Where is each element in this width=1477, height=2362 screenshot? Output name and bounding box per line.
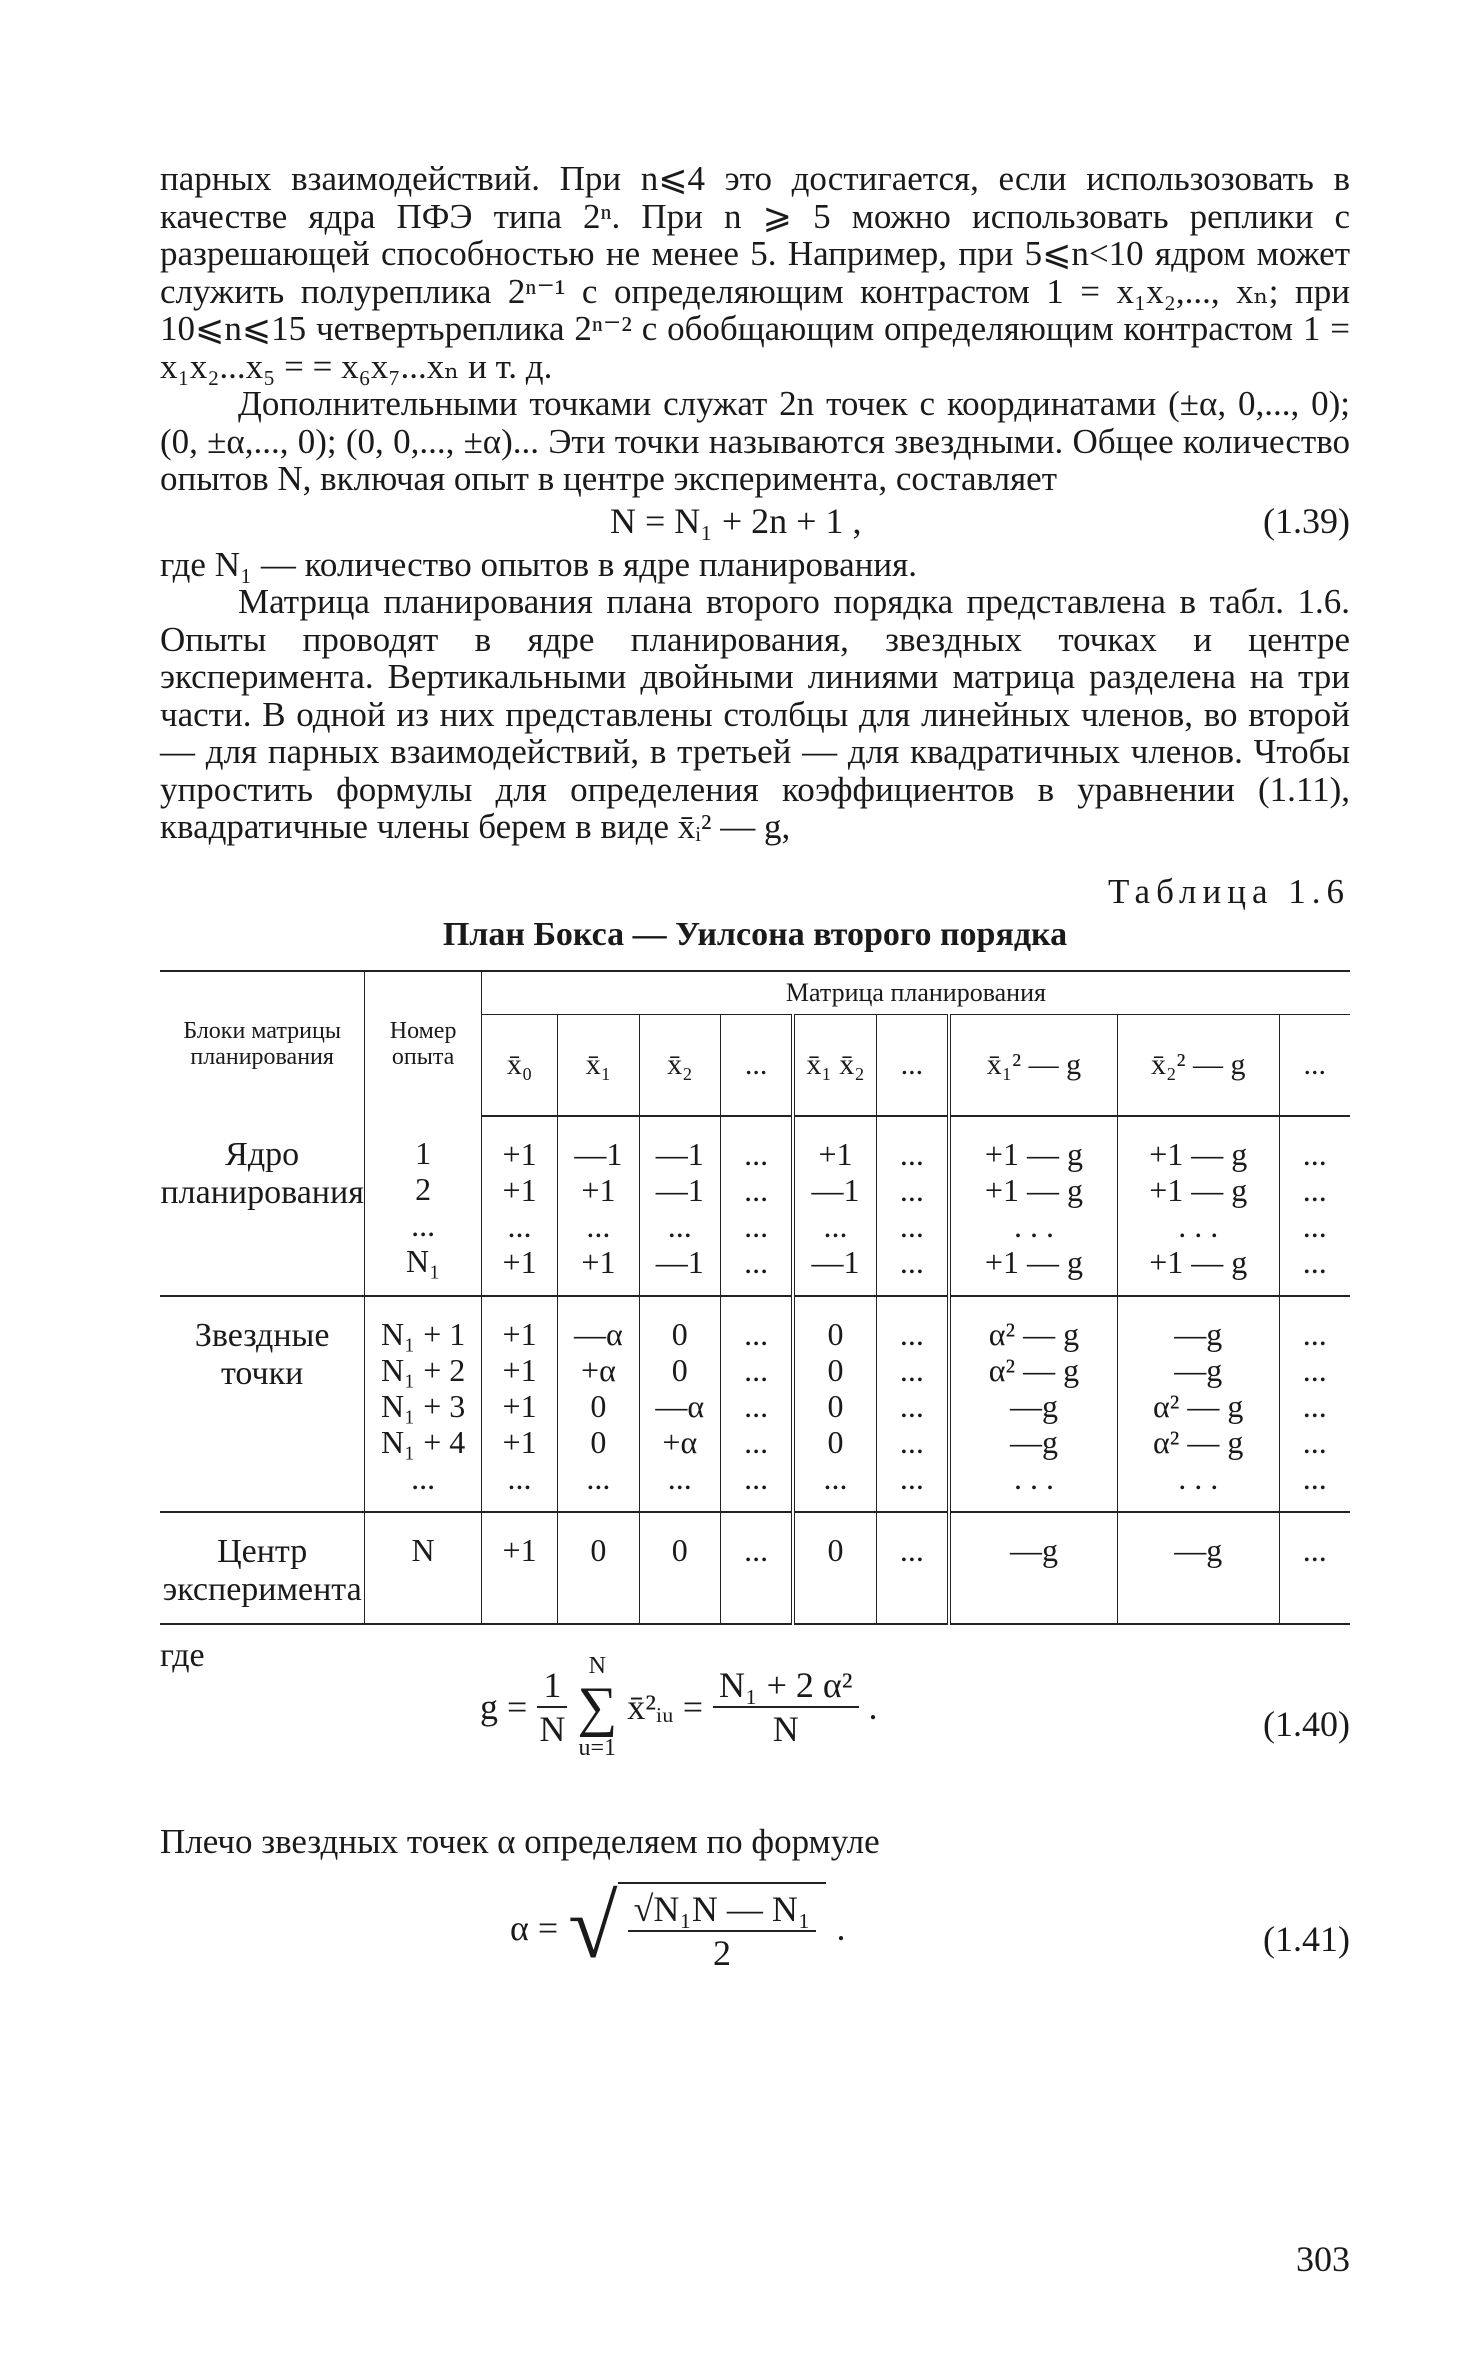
column-header: x̄₁ [558, 1014, 639, 1116]
matrix-column [949, 1296, 1117, 1512]
table-cell: +1 [502, 1135, 537, 1172]
equation-1-39-body: N = N₁ + 2n + 1 , [610, 500, 862, 541]
matrix-column [1279, 1296, 1350, 1512]
run-number: N₁ + 2 [380, 1351, 466, 1388]
table-cell: ... [899, 1387, 924, 1424]
table-cell: 0 [827, 1423, 844, 1460]
fraction-numerator: N₁ + 2 α² [713, 1664, 859, 1708]
table-row-group [160, 1116, 1350, 1296]
matrix-column [876, 1296, 949, 1512]
table-cell: ... [744, 1531, 769, 1568]
table-cell: ... [1302, 1351, 1327, 1388]
matrix-column [793, 1296, 876, 1512]
table-cell: —1 [655, 1135, 704, 1172]
run-numbers [365, 1512, 482, 1624]
table-cell: —α [574, 1315, 623, 1352]
column-header: x̄₂ [639, 1014, 720, 1116]
table-cell: —g [1009, 1423, 1058, 1460]
run-numbers [365, 1296, 482, 1512]
table-cell: —1 [811, 1171, 860, 1208]
header-matrix: Матрица планирования [481, 971, 1350, 1015]
matrix-column [558, 1512, 639, 1624]
run-number: N₁ [405, 1242, 441, 1279]
radicand-fraction [628, 1888, 817, 1974]
run-number: N₁ + 1 [380, 1315, 466, 1352]
table-cell: +1 — g [1149, 1243, 1248, 1280]
table-cell: ... [586, 1459, 611, 1496]
table-cell: —1 [811, 1243, 860, 1280]
matrix-column [949, 1512, 1117, 1624]
header-run-number: Номер опыта [365, 971, 482, 1116]
table-header-row-1 [160, 971, 1350, 1015]
table-cell: +1 [818, 1135, 853, 1172]
page-number: 303 [1296, 2239, 1350, 2279]
table-cell: ... [899, 1423, 924, 1460]
matrix-column [481, 1512, 557, 1624]
table-cell: ... [667, 1207, 692, 1244]
table-cell: ... [744, 1387, 769, 1424]
table-cell: ... [899, 1243, 924, 1280]
paragraph-3: где N₁ — количество опытов в ядре планирования. [160, 544, 917, 584]
equation-1-40-number: (1.40) [1263, 1703, 1350, 1744]
matrix-column [876, 1116, 949, 1296]
matrix-column [793, 1512, 876, 1624]
column-header: x̄₂² — g [1117, 1014, 1279, 1116]
table-cell: —α [655, 1387, 705, 1424]
block-label: Звездные точки [160, 1296, 365, 1512]
table-cell: +1 [581, 1243, 616, 1280]
table-cell: ... [1302, 1135, 1327, 1172]
table-cell: ... [744, 1423, 769, 1460]
matrix-column [481, 1296, 557, 1512]
matrix-column [1279, 1512, 1350, 1624]
table-cell: ... [1302, 1423, 1327, 1460]
matrix-column [639, 1116, 720, 1296]
table-cell: 0 [590, 1387, 607, 1424]
fraction-numerator: √N₁N — N₁ [628, 1888, 817, 1932]
summation [577, 1653, 617, 1761]
table-cell: ... [744, 1351, 769, 1388]
run-number: 1 [415, 1134, 432, 1171]
table-cell: ... [744, 1243, 769, 1280]
table-cell: ... [507, 1459, 532, 1496]
column-header: x̄₀ [481, 1014, 557, 1116]
table-cell: ... [744, 1459, 769, 1496]
table-cell: —g [1174, 1531, 1223, 1568]
run-number: 2 [415, 1170, 432, 1207]
paragraph-5: Плечо звездных точек α определяем по формуле [160, 1821, 880, 1861]
sum-upper-limit: N [588, 1652, 606, 1679]
table-cell: . . . [1178, 1207, 1219, 1244]
table-cell: ... [507, 1207, 532, 1244]
table-cell: α² — g [1153, 1387, 1244, 1424]
column-header: ... [876, 1014, 949, 1116]
fraction-denominator: 2 [713, 1933, 731, 1973]
table-cell: α² — g [988, 1315, 1080, 1352]
column-header: x̄₁² — g [949, 1014, 1117, 1116]
table-title: План Бокса — Уилсона второго порядка [442, 915, 1068, 953]
table-cell: ... [586, 1207, 611, 1244]
table-cell: ... [823, 1459, 848, 1496]
equation-1-40-body [480, 1653, 878, 1761]
table-cell: +1 [502, 1243, 537, 1280]
table-cell: ... [1302, 1531, 1327, 1568]
matrix-column [720, 1512, 793, 1624]
table-cell: 0 [827, 1387, 844, 1424]
table-cell: ... [899, 1135, 924, 1172]
equation-1-39 [160, 498, 1350, 546]
table-cell: —g [1009, 1387, 1058, 1424]
block-label: Ядро планирования [160, 1116, 365, 1296]
equation-1-41 [160, 1868, 1350, 2008]
run-number: N₁ + 3 [380, 1387, 466, 1424]
table-cell: +1 [502, 1315, 537, 1352]
table-cell: +1 — g [984, 1135, 1083, 1172]
matrix-column [481, 1116, 557, 1296]
alpha-lhs: α = [510, 1908, 559, 1948]
page-body [160, 159, 1350, 2279]
fraction-1-over-n [537, 1664, 567, 1750]
equation-end: . [868, 1686, 878, 1727]
matrix-column [720, 1116, 793, 1296]
matrix-column [1117, 1116, 1279, 1296]
table-cell: +1 [502, 1351, 537, 1388]
table-cell: . . . [1013, 1459, 1054, 1496]
table-cell: +1 [502, 1387, 537, 1424]
square-root [568, 1878, 826, 1977]
matrix-column [720, 1296, 793, 1512]
table-cell: ... [1302, 1207, 1327, 1244]
fraction-numerator: 1 [537, 1664, 567, 1708]
equation-1-39-number: (1.39) [1263, 500, 1350, 541]
table-cell: +α [662, 1423, 698, 1460]
table-cell: . . . [1178, 1459, 1219, 1496]
table-cell: ... [899, 1351, 924, 1388]
g-lhs: g = [480, 1686, 528, 1727]
table-cell: ... [1302, 1315, 1327, 1352]
matrix-column [639, 1512, 720, 1624]
table-cell: —g [1174, 1351, 1223, 1388]
table-cell: ... [1302, 1243, 1327, 1280]
fraction-denominator: N [772, 1708, 799, 1749]
table-cell: 0 [590, 1423, 607, 1460]
table-cell: 0 [827, 1531, 844, 1568]
table-cell: +1 [502, 1531, 537, 1568]
table-cell: +1 [502, 1423, 537, 1460]
table-cell: ... [744, 1315, 769, 1352]
table-cell: 0 [827, 1315, 844, 1352]
paragraph-1: парных взаимодействий. При n⩽4 это достигается, если использозовать в качестве ядра ПФЭ типа 2ⁿ. При n ⩾ 5 можно использовать реплики с разрешающей способностью не менее 5. Например, при 5⩽n<10 ядром может служить полуреплика 2ⁿ⁻¹ с определяющим контрастом 1 = x₁x₂,..., xₙ; при 10⩽n⩽15 четвертьреплика 2ⁿ⁻² с обобщающим определяющим контрастом 1 = x₁x₂...x₅ = = x₆x₇...xₙ и т. д. [160, 159, 1350, 386]
sum-lower-limit: u=1 [578, 1734, 617, 1761]
table-cell: α² — g [988, 1351, 1080, 1388]
radical-sign: √ [568, 1878, 618, 1977]
table-cell: 0 [671, 1531, 688, 1568]
table-cell: ... [899, 1531, 924, 1568]
paragraph-4: Матрица планирования плана второго порядка представлена в табл. 1.6. Опыты проводят в ядре планирования, звездных точках и центре эксперимента. Вертикальными двойными линиями матрица разделена на три части. В одной из них представлены столбцы для линейных членов, во второй — для парных взаимодействий, в третьей — для квадратичных членов. Чтобы упростить формулы для определения коэффициентов в уравнении (1.11), квадратичные члены берем в виде x̄ᵢ² — g, [160, 582, 1350, 846]
run-number: N [411, 1531, 435, 1568]
table-cell: 0 [671, 1351, 688, 1388]
table-cell: ... [1302, 1171, 1327, 1208]
paragraph-2: Дополнительными точками служат 2n точек с координатами (±α, 0,..., 0); (0, ±α,..., 0); (0, 0,..., ±α)... Эти точки называются звездными. Общее количество опытов N, включая опыт в центре эксперимента, составляет [160, 384, 1350, 498]
table-cell: +1 — g [1149, 1171, 1248, 1208]
g-term: x̄²ᵢᵤ = [627, 1686, 704, 1727]
table-cell: +1 — g [984, 1243, 1083, 1280]
equation-1-41-body [510, 1878, 846, 1977]
block-label: Центр эксперимента [160, 1512, 365, 1624]
sigma-symbol: ∑ [577, 1675, 618, 1738]
table-cell: ... [899, 1171, 924, 1208]
column-header: ... [720, 1014, 793, 1116]
equation-1-41-number: (1.41) [1263, 1919, 1350, 1959]
table-cell: +1 [581, 1171, 616, 1208]
table-cell: +α [581, 1351, 616, 1388]
table-cell: ... [823, 1207, 848, 1244]
where-label: где [160, 1636, 205, 1674]
table-cell: ... [744, 1135, 769, 1172]
table-cell: ... [667, 1459, 692, 1496]
table-cell: +1 [502, 1171, 537, 1208]
matrix-column [876, 1512, 949, 1624]
column-header: ... [1279, 1014, 1350, 1116]
matrix-column [949, 1116, 1117, 1296]
matrix-column [793, 1116, 876, 1296]
matrix-column [1117, 1296, 1279, 1512]
table-cell: +1 — g [1149, 1135, 1248, 1172]
run-numbers [365, 1116, 482, 1296]
table-cell: —1 [574, 1135, 623, 1172]
table-cell: —1 [655, 1171, 704, 1208]
table-cell: +1 — g [984, 1171, 1083, 1208]
matrix-column [1117, 1512, 1279, 1624]
table-cell: 0 [671, 1315, 688, 1352]
matrix-column [558, 1296, 639, 1512]
run-number: N₁ + 4 [380, 1423, 466, 1460]
table-row-group [160, 1512, 1350, 1624]
matrix-column [1279, 1116, 1350, 1296]
table-cell: . . . [1013, 1207, 1054, 1244]
run-number: ... [411, 1206, 436, 1243]
table-cell: ... [744, 1171, 769, 1208]
table-cell: ... [1302, 1387, 1327, 1424]
table-cell: ... [899, 1459, 924, 1496]
fraction-g-rhs [713, 1664, 859, 1750]
design-matrix-table [160, 970, 1350, 1625]
matrix-column [558, 1116, 639, 1296]
table-cell: ... [899, 1207, 924, 1244]
table-cell: ... [1302, 1459, 1327, 1496]
table-cell: —g [1009, 1531, 1058, 1568]
table-cell: ... [899, 1315, 924, 1352]
equation-1-40 [160, 1633, 1350, 1823]
header-blocks: Блоки матрицы планирования [160, 971, 365, 1116]
table-cell: ... [744, 1207, 769, 1244]
equation-end: . [836, 1908, 846, 1948]
table-caption: Таблица 1.6 [1108, 871, 1350, 911]
table-cell: 0 [590, 1531, 607, 1568]
table-row-group [160, 1296, 1350, 1512]
table-cell: —g [1174, 1315, 1223, 1352]
run-number: ... [411, 1459, 436, 1496]
matrix-column [639, 1296, 720, 1512]
table-cell: α² — g [1153, 1423, 1244, 1460]
table-cell: 0 [827, 1351, 844, 1388]
table-cell: —1 [655, 1243, 704, 1280]
column-header: x̄₁ x̄₂ [793, 1014, 876, 1116]
fraction-denominator: N [539, 1708, 566, 1749]
radicand [618, 1882, 827, 1974]
